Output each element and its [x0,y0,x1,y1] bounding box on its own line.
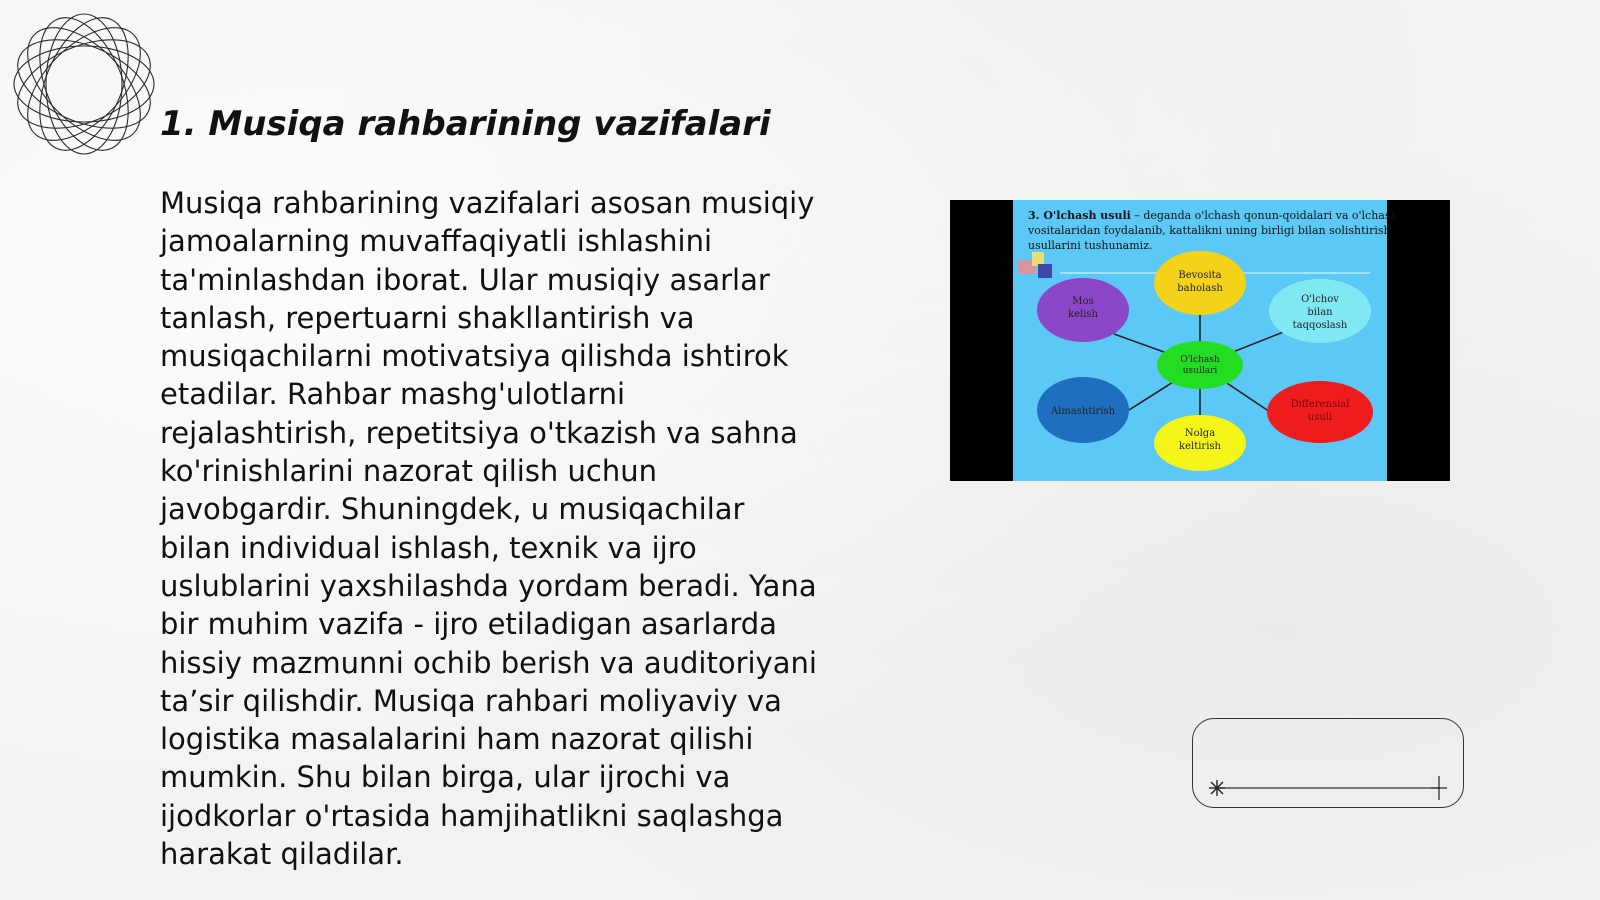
body-line: harakat qiladilar. [160,837,404,872]
node-top-label-1: Bevosita [1178,270,1222,281]
measurement-methods-diagram [950,200,1450,481]
body-line: logistika masalalarini ham nazorat qilishi [160,722,754,757]
body-line: mumkin. Shu bilan birga, ular ijrochi va [160,760,731,795]
body-line: ko'rinishlarini nazorat qilish uchun [160,454,657,489]
node-top-label-2: baholash [1177,283,1223,294]
node-top-right-label-1: O'lchov [1301,294,1339,305]
body-line: tanlash, repertuarni shakllantirish va [160,300,695,335]
node-bottom-left-label-1: Almashtirish [1050,406,1116,417]
body-line: ta’sir qilishdir. Musiqa rahbari moliyaviy va [160,683,782,718]
ring-ornament-icon [10,10,158,158]
body-line: musiqachilarni motivatsiya qilishda ishtirok [160,339,789,374]
diagram-heading-line2: vositalaridan foydalanib, kattalikni uning birligi bilan solishtirish [1028,224,1391,237]
node-bottom-right-label-1: Differensial [1290,399,1350,410]
body-line: rejalashtirish, repetitsiya o'tkazish va sahna [160,415,798,450]
diagram-image [950,200,1450,481]
body-line: ijodkorlar o'rtasida hamjihatlikni saqlashga [160,798,784,833]
body-line: Musiqa rahbarining vazifalari asosan musiqiy [160,186,815,220]
node-bottom-label-1: Nolga [1184,428,1216,439]
slide-body-text [160,184,850,873]
sparkle-icon [1431,776,1447,800]
diagram-heading-line3: usullarini tushunamiz. [1028,239,1153,252]
decorative-pill-frame [1192,718,1464,808]
body-line: etadilar. Rahbar mashg'ulotlarni [160,377,626,412]
node-top-left-label-2: kelish [1068,309,1098,320]
body-line: jamoalarning muvaffaqiyatli ishlashini [160,224,713,259]
body-line: bilan individual ishlash, texnik va ijro [160,530,697,565]
node-bottom-label-2: keltirish [1179,441,1221,452]
pill-line-ornament [1193,719,1465,809]
node-top-right-label-3: taqqoslash [1292,320,1348,331]
diagram-heading-line1: 3. O'lchash usuli – deganda o'lchash qonun-qoidalari va o'lchash [1028,209,1398,222]
body-line: javobgardir. Shuningdek, u musiqachilar [160,492,745,527]
node-center-label-b: usullari [1182,366,1218,376]
node-top-right-label-2: bilan [1307,307,1333,318]
starburst-icon [1209,780,1225,796]
slide-title: 1. Musiqa rahbarining vazifalari [160,104,771,144]
body-line: hissiy mazmunni ochib berish va auditoriyani [160,645,817,680]
node-center [1157,341,1243,389]
body-line: uslublarini yaxshilashda yordam beradi. Yana [160,568,817,603]
body-line: bir muhim vazifa - ijro etiladigan asarlarda [160,607,777,642]
node-bottom-right-label-2: usuli [1307,412,1333,423]
node-center-label-a: O'lchash [1180,355,1220,365]
node-top-left-label-1: Mos [1072,296,1094,307]
body-line: ta'minlashdan iborat. Ular musiqiy asarlar [160,262,770,297]
